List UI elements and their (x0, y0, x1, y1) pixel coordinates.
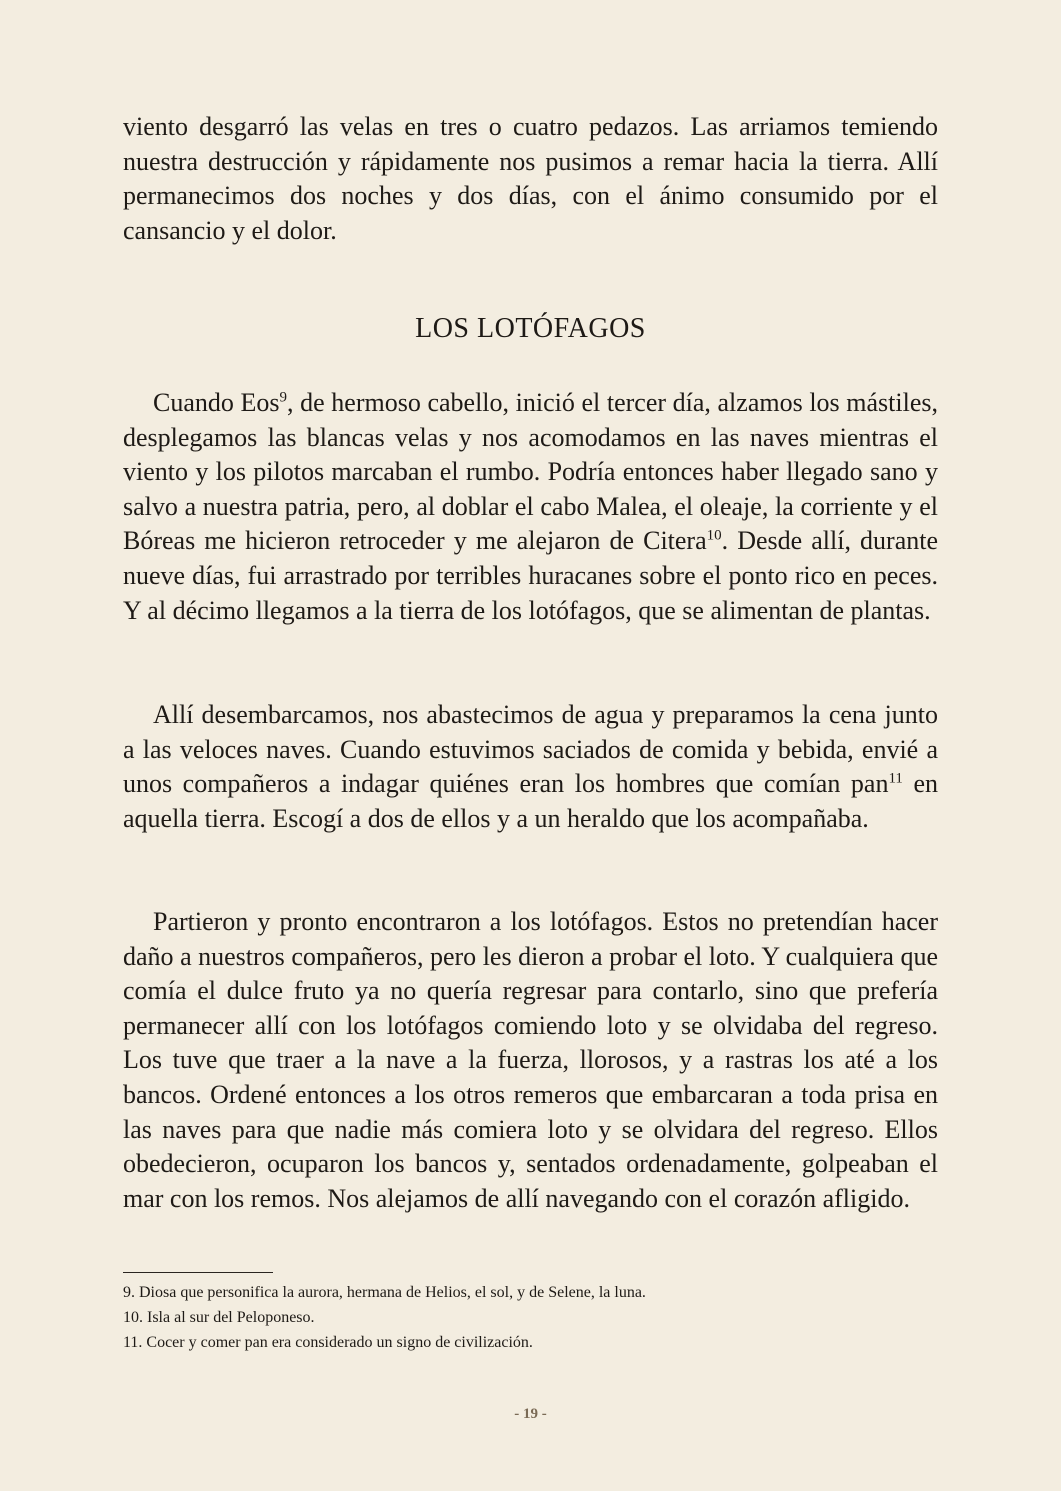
footnotes (123, 1280, 938, 1355)
paragraph-intro (123, 110, 938, 248)
footnote-ref-11: 11 (888, 770, 903, 787)
paragraph-2 (123, 698, 938, 836)
paragraph-3 (123, 905, 938, 1216)
paragraph-text: , de hermoso cabello, inició el tercer día, alzamos los mástiles, desplegamos las blancas velas y nos acomodamos en las naves mientras el viento y los pilotos marcaban el rumbo. Podría entonces haber llegado sano y salvo a nuestra patria, pero, al doblar el cabo Malea, el oleaje, la corriente y el Bóreas me hicieron retroceder y me alejaron de Citera (123, 388, 938, 556)
paragraph-text: en aquella tierra. Escogí a dos de ellos y a un heraldo que los acompañaba. (123, 769, 939, 833)
paragraph-text: Cuando Eos (153, 388, 280, 417)
footnote-ref-10: 10 (706, 527, 722, 544)
footnote-divider (123, 1272, 273, 1273)
paragraph-text: Partieron y pronto encontraron a los lotófagos. Estos no pretendían hacer daño a nuestros compañeros, pero les dieron a probar el loto. Y cualquiera que comía el dulce fruto ya no quería regresar para contarlo, sino que prefería permanecer allí con los lotófagos comiendo loto y se olvidaba del regreso. Los tuve que traer a la nave a la fuerza, llorosos, y a rastras los até a los bancos. Ordené entonces a los otros remeros que embarcaran a toda prisa en las naves para que nadie más comiera loto y se olvidara del regreso. Ellos obedecieron, ocuparon los bancos y, sentados ordenadamente, golpeaban el mar con los remos. Nos alejamos de allí navegando con el corazón afligido. (123, 907, 938, 1213)
footnote-ref-9: 9 (279, 389, 288, 406)
paragraph-text: . Desde allí, durante nueve días, fui arrastrado por terribles huracanes sobre el ponto rico en peces. Y al décimo llegamos a la tierra de los lotófagos, que se alimentan de plantas. (123, 526, 939, 625)
paragraph-1 (123, 386, 938, 628)
section-title: LOS LOTÓFAGOS (415, 313, 646, 344)
footnote-10: 10. Isla al sur del Peloponeso. (123, 1309, 315, 1326)
page-number: - 19 - (514, 1406, 547, 1422)
footnote-9: 9. Diosa que personifica la aurora, hermana de Helios, el sol, y de Selene, la luna. (123, 1284, 646, 1301)
paragraph-text: viento desgarró las velas en tres o cuatro pedazos. Las arriamos temiendo nuestra destrucción y rápidamente nos pusimos a remar hacia la tierra. Allí permanecimos dos noches y dos días, con el ánimo consumido por el cansancio y el dolor. (123, 112, 938, 245)
footnote-11: 11. Cocer y comer pan era considerado un signo de civilización. (123, 1334, 533, 1351)
paragraph-text: Allí desembarcamos, nos abastecimos de agua y preparamos la cena junto a las veloces naves. Cuando estuvimos saciados de comida y bebida, envié a unos compañeros a indagar quiénes eran los hombres que comían pan (123, 700, 938, 799)
